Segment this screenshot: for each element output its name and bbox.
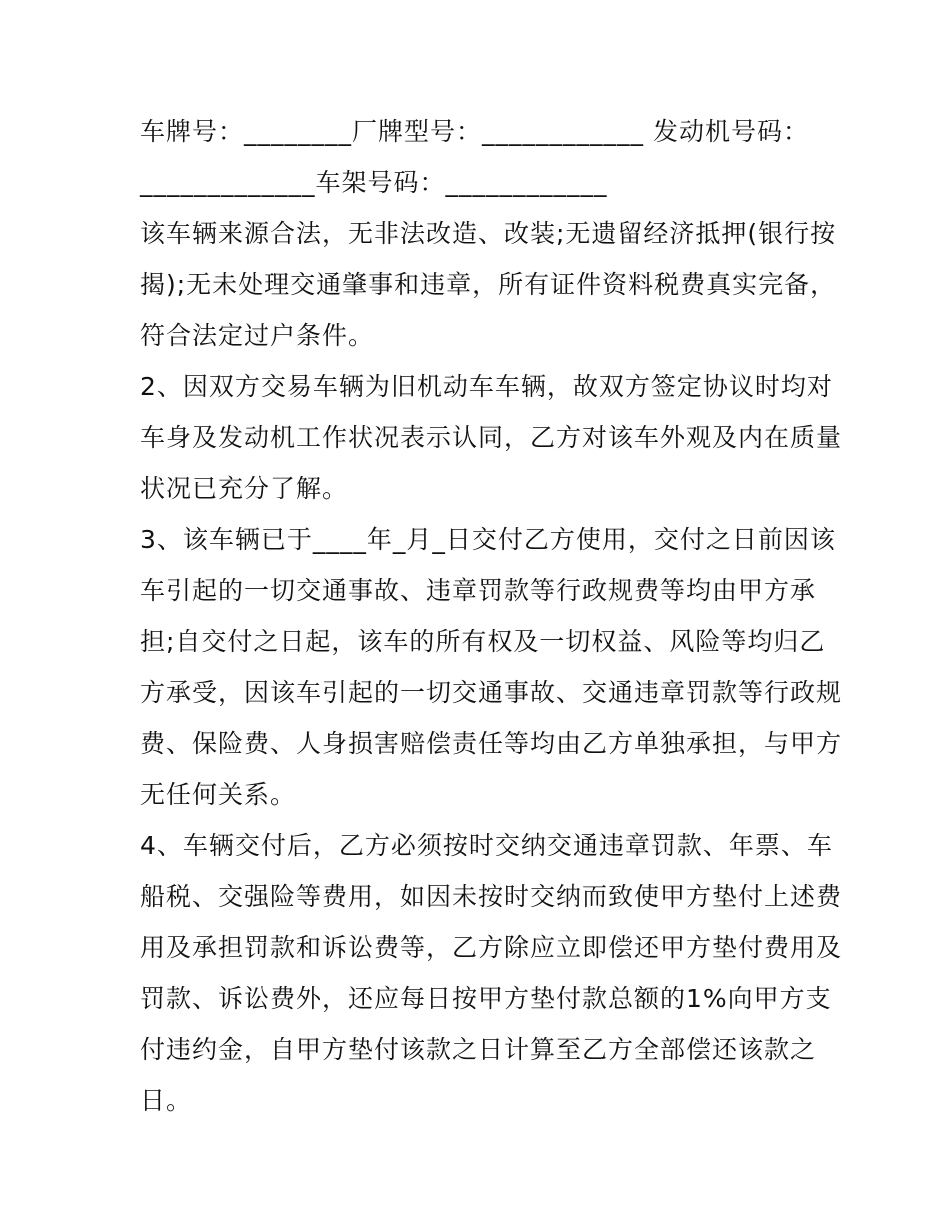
clause-2-line: 2、因双方交易车辆为旧机动车车辆，故双方签定协议时均对 [140, 372, 833, 401]
clause-4-line: 4、车辆交付后，乙方必须按时交纳交通违章罚款、年票、车 [140, 831, 833, 860]
clause-4-line: 用及承担罚款和诉讼费等，乙方除应立即偿还甲方垫付费用及 [140, 933, 843, 962]
vehicle-info-line: 车牌号：________厂牌型号：____________ 发动机号码： [140, 117, 809, 146]
document-body [140, 106, 843, 1126]
clause-3-line: 费、保险费、人身损害赔偿责任等均由乙方单独承担，与甲方 [140, 729, 843, 758]
clause-4-line: 船税、交强险等费用，如因未按时交纳而致使甲方垫付上述费 [140, 882, 843, 911]
clause-3-line: 无任何关系。 [140, 780, 297, 809]
paragraph-line: 符合法定过户条件。 [140, 321, 375, 350]
clause-4-line: 付违约金，自甲方垫付该款之日计算至乙方全部偿还该款之 [140, 1035, 817, 1064]
paragraph-line: 揭);无未处理交通肇事和违章，所有证件资料税费真实完备， [140, 270, 837, 299]
clause-2-line: 车身及发动机工作状况表示认同，乙方对该车外观及内在质量 [140, 423, 843, 452]
paragraph-line: 该车辆来源合法，无非法改造、改装;无遗留经济抵押(银行按 [140, 219, 837, 248]
clause-4-line: 罚款、诉讼费外，还应每日按甲方垫付款总额的1%向甲方支 [140, 984, 832, 1013]
clause-2-line: 状况已充分了解。 [140, 474, 349, 503]
clause-3-line: 方承受，因该车引起的一切交通事故、交通违章罚款等行政规 [140, 678, 843, 707]
clause-3-line: 3、该车辆已于____年_月_日交付乙方使用，交付之日前因该 [140, 525, 836, 554]
clause-3-line: 车引起的一切交通事故、违章罚款等行政规费等均由甲方承 [140, 576, 817, 605]
clause-3-line: 担;自交付之日起，该车的所有权及一切权益、风险等均归乙 [140, 627, 826, 656]
vehicle-info-line: _____________车架号码：____________ [140, 168, 608, 197]
clause-4-line: 日。 [140, 1086, 193, 1115]
